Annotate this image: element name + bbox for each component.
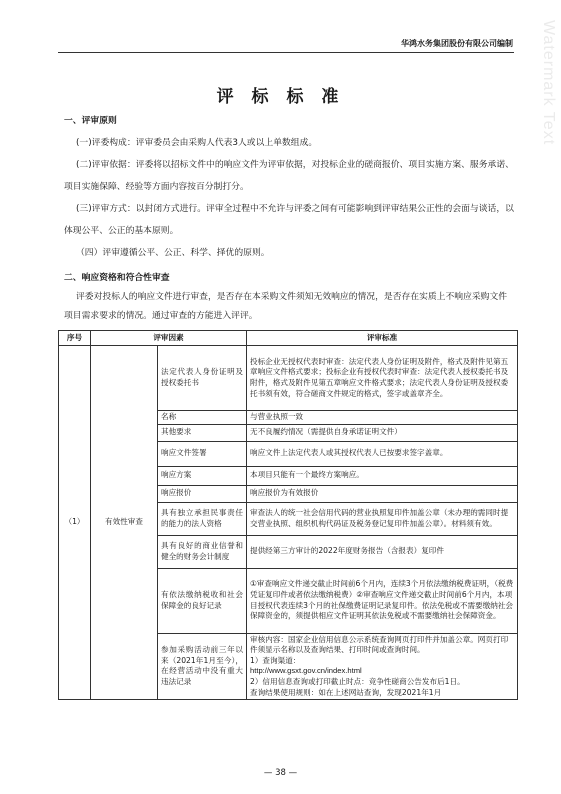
header-criteria: 评审标准 (247, 331, 518, 346)
factor-cell: 响应方案 (158, 466, 247, 485)
table-row (59, 346, 518, 411)
category-cell: 有效性审查 (91, 346, 158, 700)
principle-item-2: (二)评审依据：评委将以招标文件中的响应文件为评审依据，对投标企业的磋商报价、项目实施方案、服务承诺、项目实施保障、经验等方面内容按百分制打分。 (64, 160, 514, 192)
criteria-line: 1）查询渠道： (250, 655, 301, 665)
header-company: 华鸿水务集团股份有限公司编制 (401, 39, 513, 48)
principle-item-4: （四）评审遵循公平、公正、科学、择优的原则。 (76, 248, 270, 258)
criteria-cell: 本项目只能有一个最终方案响应。 (247, 466, 518, 485)
criteria-cell: 响应报价为有效报价 (247, 485, 518, 502)
criteria-cell: 无不良履约情况（需提供自身承诺证明文件） (247, 424, 518, 441)
criteria-cell: ①审查响应文件递交截止时间前6个月内，连续3个月依法缴纳税费证明，（税费凭证复印件或者依法缴纳税费）②审查响应文件递交截止时间前6个月内，本项目授权代表连续3个月的社保缴费证明记录复印件。依法免税或不需要缴纳社会保障资金的，须提供相应文件证明其依法免税或不需要缴纳社会保障资金。 (247, 568, 518, 633)
factor-cell: 具有良好的商业信誉和健全的财务会计制度 (158, 535, 247, 568)
criteria-line: 2）信用信息查询或打印截止时点：竞争性磋商公告发布后1日。 (250, 676, 465, 686)
table-header-row (59, 331, 518, 346)
factor-cell: 名称 (158, 411, 247, 425)
header-seq: 序号 (59, 331, 91, 346)
factor-cell: 响应文件签署 (158, 441, 247, 466)
criteria-cell: 审查法人的统一社会信用代码的营业执照复印件加盖公章（未办理的需同时提交营业执照、组织机构代码证及税务登记复印件加盖公章）。材料须有效。 (247, 502, 518, 535)
watermark: Watermark Text (540, 20, 557, 146)
qualification-intro: 评委对投标人的响应文件进行审查，是否存在本采购文件须知无效响应的情况，是否存在实质上不响应采购文件项目需求要求的情况。通过审查的方能进入评评。 (64, 292, 508, 321)
principle-item-1: (一)评委构成：评审委员会由采购人代表3人或以上单数组成。 (76, 138, 318, 148)
principle-item-3: (三)评审方式：以封闭方式进行。评审全过程中不允许与评委之间有可能影响到评审结果公正性的会面与谈话，以体现公平、公正的基本原则。 (64, 204, 514, 236)
seq-cell: （1） (59, 346, 91, 700)
factor-cell: 法定代表人身份证明及授权委托书 (158, 346, 247, 411)
criteria-cell: 投标企业无授权代表时审查：法定代表人身份证明及附件，格式及附件见第五章响应文件格式要求；投标企业有授权代表时审查：法定代表人授权委托书及附件，格式及附件见第五章响应文件格式要求；法定代表人身份证明及授权委托书须有效，符合磋商文件规定的格式，签字或盖章齐全。 (247, 346, 518, 411)
criteria-cell: 提供经第三方审计的2022年度财务报告（含报表）复印件 (247, 535, 518, 568)
page-title: 评 标 标 准 (216, 87, 345, 107)
criteria-line: 查询结果使用规则：如在上述网站查询，发现2021年1月 (250, 687, 442, 697)
criteria-cell: 响应文件上法定代表人或其授权代表人已按要求签字盖章。 (247, 441, 518, 466)
criteria-line: 审核内容：国家企业信用信息公示系统查询网页打印件并加盖公章。网页打印件须显示名称以及查询结果、打印时间或查询时间。 (250, 634, 509, 655)
factor-cell: 参加采购活动前三年以来（2021年1月至今），在经营活动中没有重大违法记录 (158, 633, 247, 700)
factor-cell: 响应报价 (158, 485, 247, 502)
header-rule (58, 52, 514, 53)
factor-cell: 有依法缴纳税收和社会保障金的良好记录 (158, 568, 247, 633)
section-heading-principles: 一、评审原则 (64, 116, 117, 126)
factor-cell: 具有独立承担民事责任的能力的法人资格 (158, 502, 247, 535)
criteria-url: http://www.gsxt.gov.cn/index.html (250, 666, 362, 676)
header-factor: 评审因素 (91, 331, 247, 346)
factor-cell: 其他要求 (158, 424, 247, 441)
evaluation-table (58, 330, 518, 700)
section-heading-qualification: 二、响应资格和符合性审查 (64, 273, 170, 283)
criteria-cell (247, 633, 518, 700)
page-number: — 38 — (263, 768, 298, 778)
criteria-cell: 与营业执照一致 (247, 411, 518, 425)
